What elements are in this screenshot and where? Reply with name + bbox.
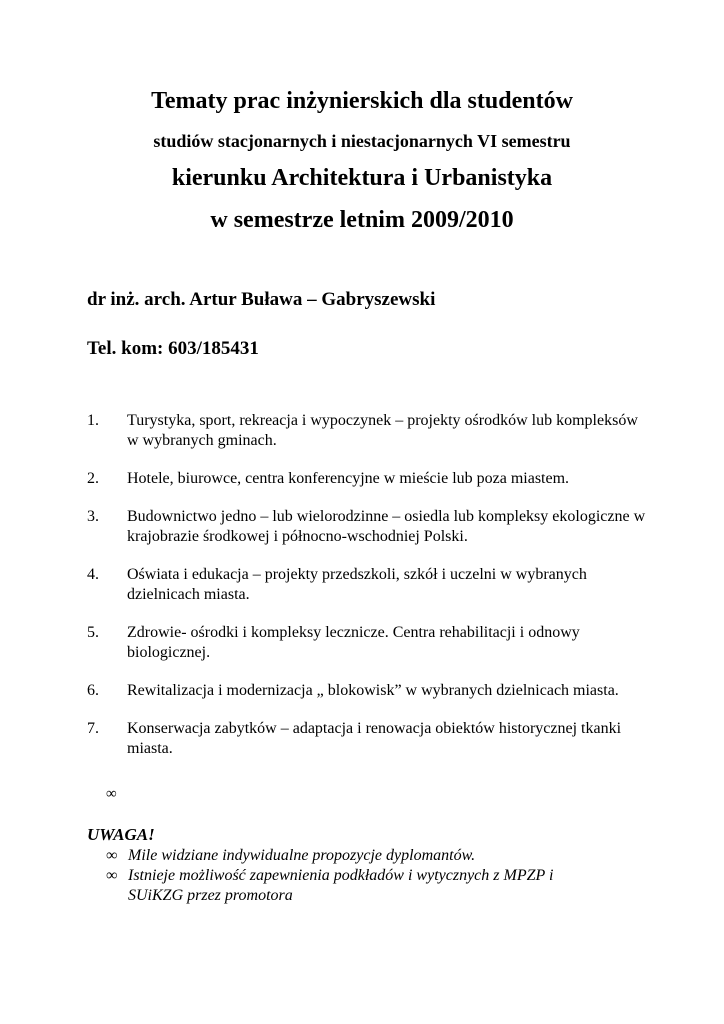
list-item-number: 3. xyxy=(87,508,99,525)
document-subtitle: studiów stacjonarnych i niestacjonarnych VI semestru xyxy=(153,131,571,151)
list-item-text: Konserwacja zabytków – adaptacja i renowacja obiektów historycznej tkanki miasta. xyxy=(127,720,622,757)
list-item-number: 6. xyxy=(87,682,99,699)
list-item xyxy=(106,846,606,866)
semester-line: w semestrze letnim 2009/2010 xyxy=(210,207,514,233)
list-item-number: 1. xyxy=(87,412,99,429)
supervisor-phone: Tel. kom: 603/185431 xyxy=(87,338,259,359)
document-title: Tematy prac inżynierskich dla studentów xyxy=(151,88,573,114)
list-item-text: Rewitalizacja i modernizacja „ blokowisk” w wybranych dzielnicach miasta. xyxy=(127,682,619,699)
field-of-study: kierunku Architektura i Urbanistyka xyxy=(171,165,553,191)
infinity-bullet-icon: ∞ xyxy=(106,847,118,864)
topics-list xyxy=(87,411,647,777)
list-item-text: Turystyka, sport, rekreacja i wypoczynek – projekty ośrodków lub kompleksów w wybranych gminach. xyxy=(127,412,638,449)
infinity-bullet-icon: ∞ xyxy=(106,786,117,802)
list-item-text: Zdrowie- ośrodki i kompleksy lecznicze. Centra rehabilitacji i odnowy biologicznej. xyxy=(127,624,580,661)
list-item xyxy=(106,866,606,906)
list-item-text: Oświata i edukacja – projekty przedszkoli, szkół i uczelni w wybranych dzielnicach miasta. xyxy=(127,566,587,603)
list-item xyxy=(87,623,647,663)
list-item-text: Budownictwo jedno – lub wielorodzinne – osiedla lub kompleksy ekologiczne w krajobrazie środkowej i północno-wschodniej Polski. xyxy=(127,508,646,545)
list-item-number: 4. xyxy=(87,566,99,583)
notes-list xyxy=(106,846,606,906)
infinity-bullet-icon: ∞ xyxy=(106,867,118,884)
list-item xyxy=(87,507,647,547)
list-item xyxy=(87,411,647,451)
notes-heading: UWAGA! xyxy=(87,825,155,844)
list-item xyxy=(87,681,647,701)
list-item-number: 7. xyxy=(87,720,99,737)
list-item-text: Hotele, biurowce, centra konferencyjne w mieście lub poza miastem. xyxy=(127,470,570,487)
supervisor-name: dr inż. arch. Artur Buława – Gabryszewski xyxy=(87,289,436,310)
list-item xyxy=(87,565,647,605)
list-item-number: 5. xyxy=(87,624,99,641)
list-item xyxy=(87,719,647,759)
list-item-number: 2. xyxy=(87,470,99,487)
list-item xyxy=(87,469,647,489)
note-text: Istnieje możliwość zapewnienia podkładów i wytycznych z MPZP i SUiKZG przez promotora xyxy=(128,867,554,904)
note-text: Mile widziane indywidualne propozycje dyplomantów. xyxy=(128,847,476,864)
